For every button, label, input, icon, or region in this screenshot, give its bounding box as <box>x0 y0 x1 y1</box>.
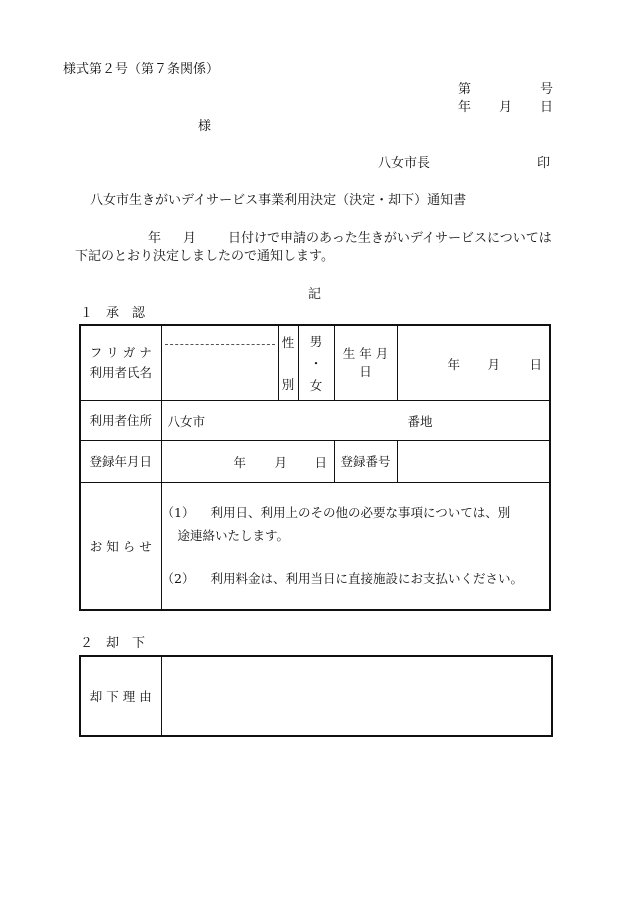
notice-1-continued-text: 途連絡いたします。 <box>177 528 290 544</box>
reg-date-input-cell[interactable] <box>161 440 334 482</box>
form-number: 様式第２号（第７条関係） <box>63 62 220 77</box>
notice-item-2 <box>162 567 550 590</box>
body-month: 月 <box>183 231 197 246</box>
name-label: 利用者氏名 <box>89 364 152 380</box>
sex-label-bottom: 別 <box>281 376 295 392</box>
birth-date-cell[interactable] <box>397 325 550 400</box>
document-number-prefix: 第 <box>458 82 472 97</box>
seal-mark: 印 <box>537 156 551 171</box>
address-label: 利用者住所 <box>89 413 152 428</box>
reg-no-label-cell <box>334 440 397 482</box>
rejection-table <box>79 655 553 737</box>
birth-label-cell <box>334 325 397 400</box>
furigana-label: フ リ ガ ナ <box>89 344 152 360</box>
reg-day: 日 <box>314 455 328 470</box>
notice-label: お 知 ら せ <box>89 538 152 554</box>
sex-female[interactable]: 女 <box>309 377 323 393</box>
issuer-name: 八女市長 <box>378 156 431 171</box>
furigana-divider <box>165 344 275 345</box>
birth-month: 月 <box>487 356 501 372</box>
reason-input-cell[interactable] <box>161 656 552 736</box>
address-banchi: 番地 <box>407 414 433 429</box>
sex-male[interactable]: 男 <box>309 333 323 349</box>
approval-heading: １ 承 認 <box>80 306 146 321</box>
address-city: 八女市 <box>167 414 206 429</box>
issue-date-day: 日 <box>540 100 554 115</box>
name-label-cell <box>80 325 161 400</box>
sex-choice-cell[interactable] <box>298 325 334 400</box>
issue-date-year: 年 <box>458 100 472 115</box>
body-year: 年 <box>148 231 162 246</box>
rejection-heading: ２ 却 下 <box>80 636 146 651</box>
notice-1-text: 利用日、利用上のその他の必要な事項については、別 <box>210 505 511 521</box>
reg-no-input-cell[interactable] <box>397 440 550 482</box>
address-label-cell <box>80 400 161 440</box>
document-number-suffix: 号 <box>540 82 554 97</box>
birth-day: 日 <box>529 356 543 372</box>
reg-month: 月 <box>274 455 288 470</box>
address-input-cell[interactable] <box>161 400 550 440</box>
birth-label-line1: 生 年 月 <box>342 345 389 361</box>
name-input-cell[interactable] <box>161 325 278 400</box>
ki-heading: 記 <box>308 287 322 302</box>
issue-date-month: 月 <box>499 100 513 115</box>
reg-year: 年 <box>233 455 247 470</box>
body-line1: 日付けで申請のあった生きがいデイサービスについては <box>228 231 552 246</box>
sex-dot: ・ <box>309 355 323 371</box>
sex-label-cell <box>278 325 298 400</box>
notice-1-number: （1） <box>161 505 195 521</box>
notice-2-text: 利用料金は、利用当日に直接施設にお支払いください。 <box>210 571 523 587</box>
approval-table <box>79 324 551 611</box>
reason-label: 却 下 理 由 <box>89 689 152 704</box>
reason-label-cell <box>80 656 161 736</box>
notice-item-1-continued <box>162 524 550 547</box>
document-title: 八女市生きがいデイサービス事業利用決定（決定・却下）通知書 <box>90 193 467 208</box>
birth-year: 年 <box>447 356 461 372</box>
reg-date-label: 登録年月日 <box>89 454 152 469</box>
birth-label-line2: 日 <box>359 363 372 379</box>
notice-label-cell <box>80 482 161 610</box>
body-line2: 下記のとおり決定しましたので通知します。 <box>75 249 334 264</box>
notice-item-1 <box>162 501 550 524</box>
sex-label-top: 性 <box>281 334 295 350</box>
reg-date-label-cell <box>80 440 161 482</box>
reg-no-label: 登録番号 <box>340 454 391 469</box>
addressee-suffix: 様 <box>198 119 212 134</box>
notice-content-cell <box>161 482 550 610</box>
notice-2-number: （2） <box>161 571 195 587</box>
